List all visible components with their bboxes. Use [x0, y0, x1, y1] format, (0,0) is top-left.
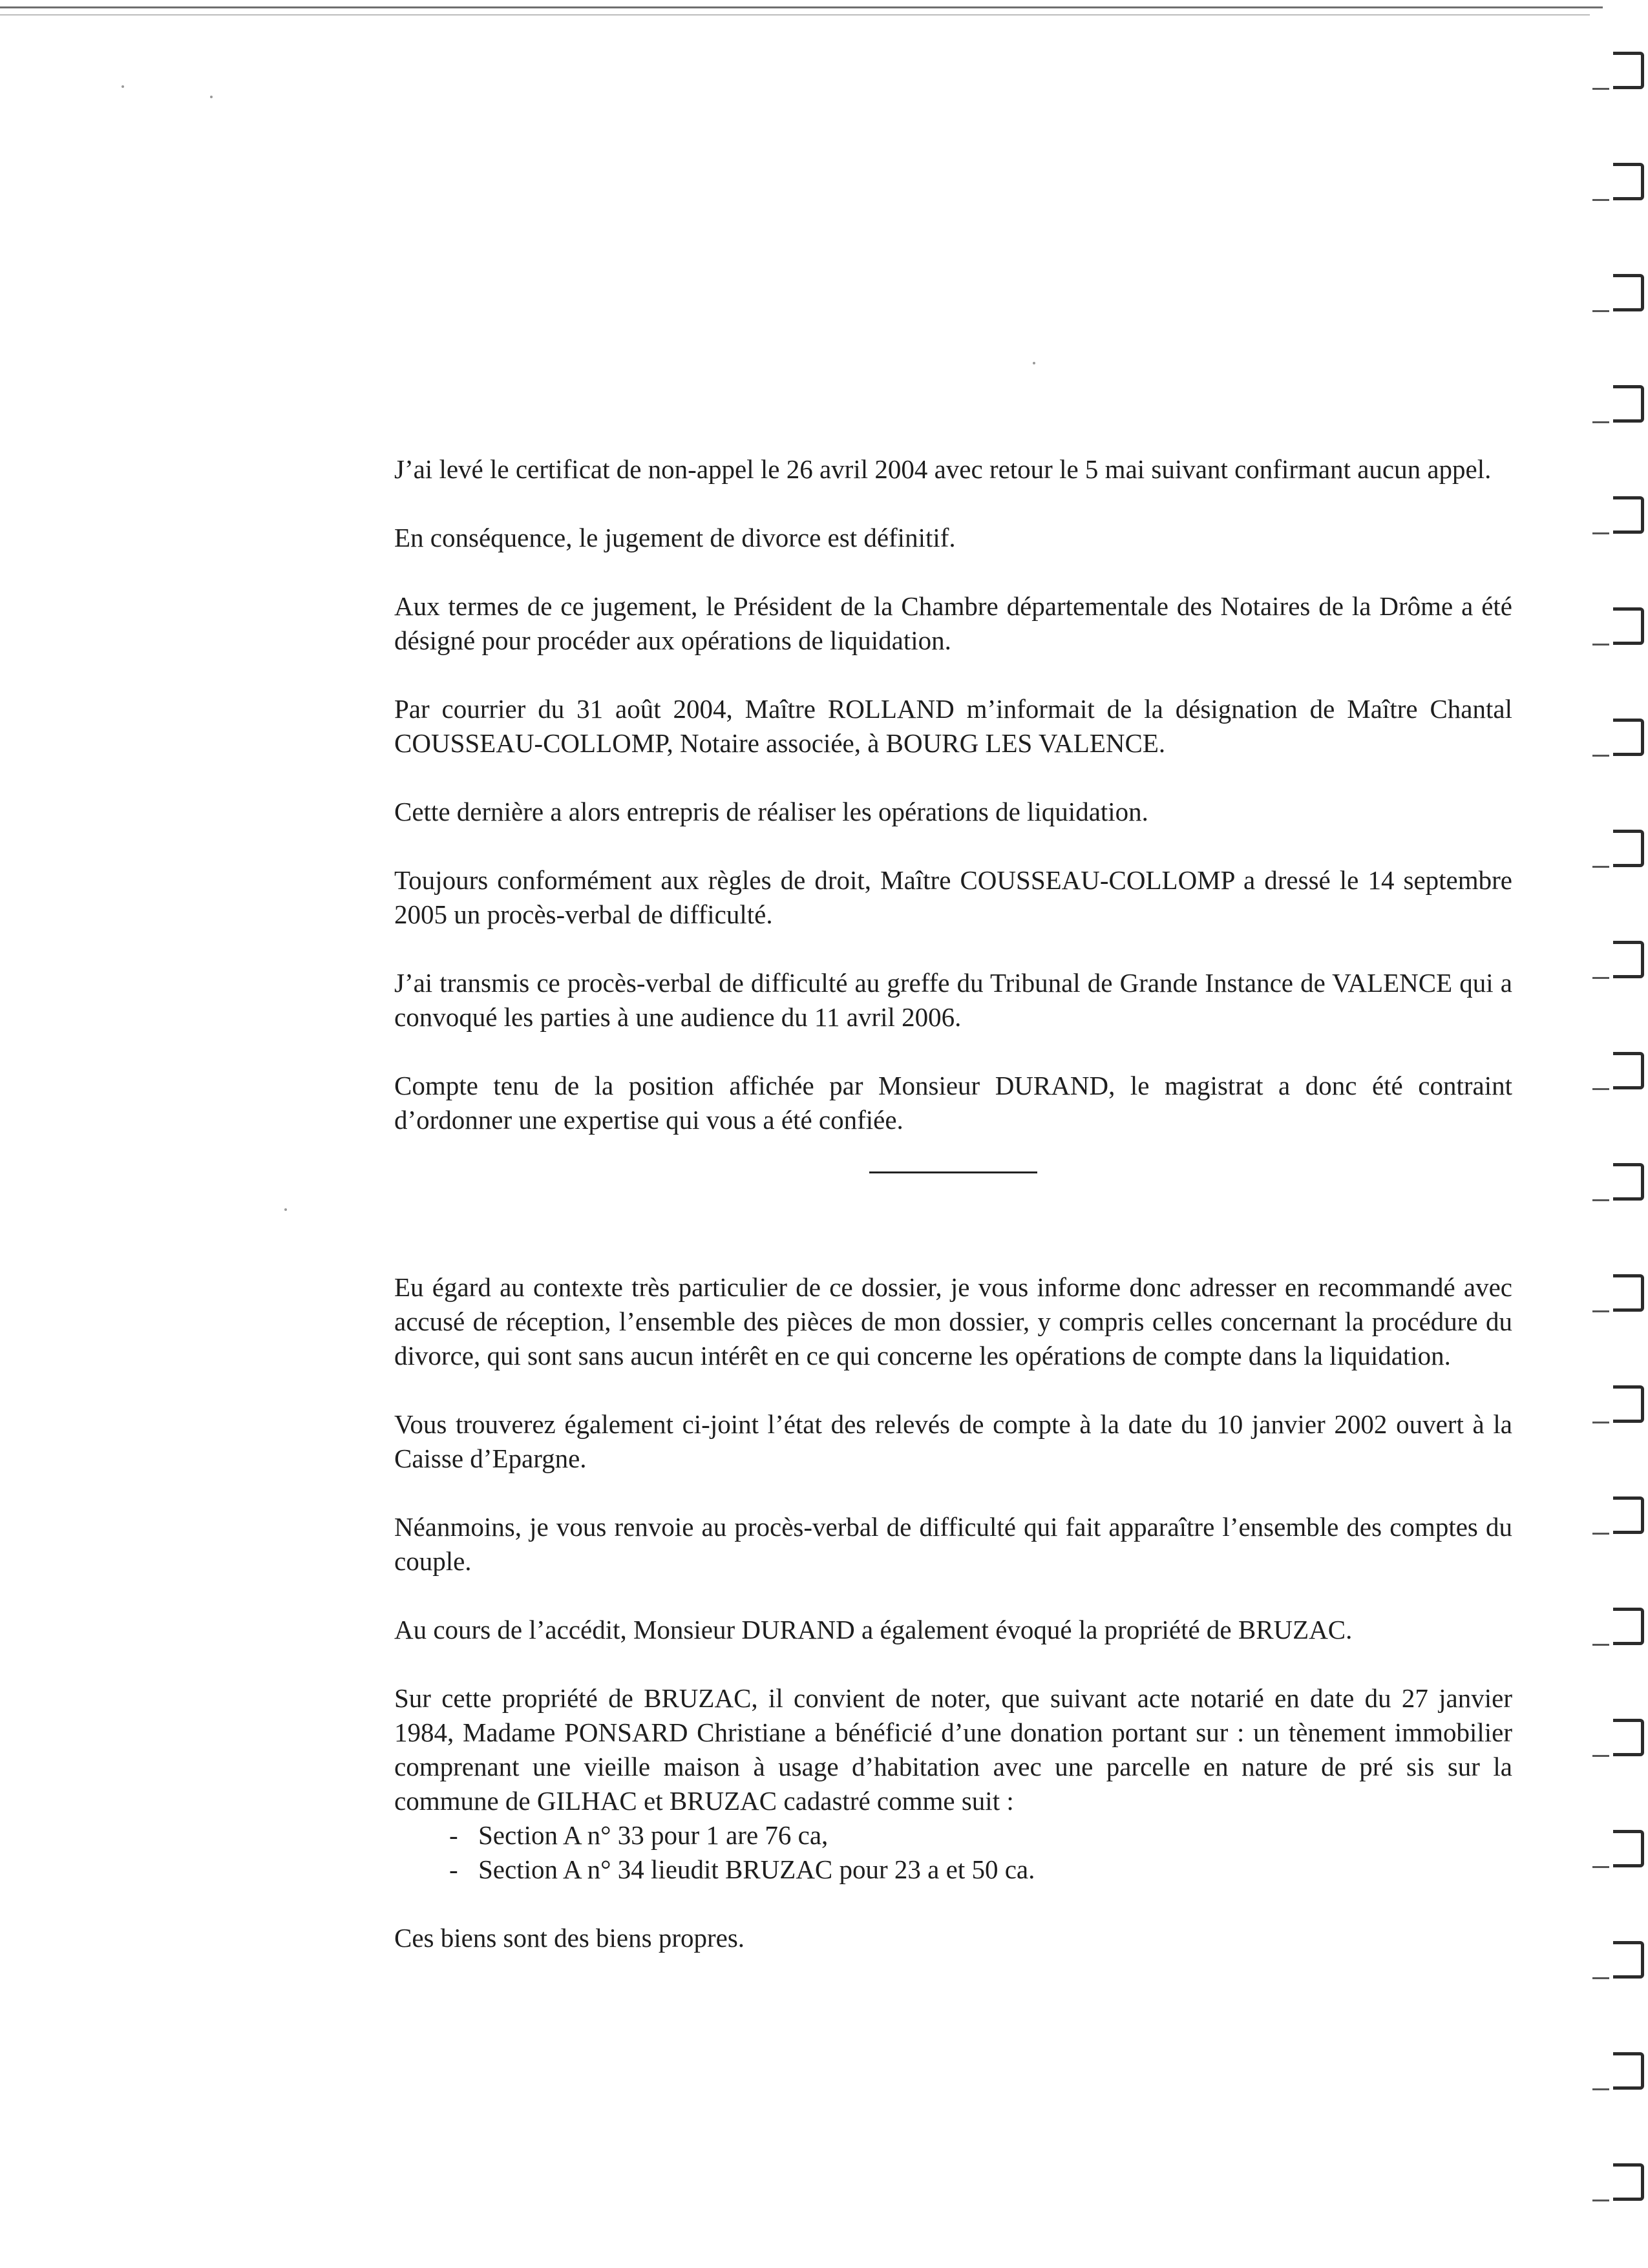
page-top-edge	[0, 6, 1603, 8]
paragraph: Par courrier du 31 août 2004, Maître ROLLAND m’informait de la désignation de Maître Chantal COUSSEAU-COLLOMP, Notaire associée, à BOURG LES VALENCE.	[394, 694, 1512, 758]
parcel-item: - Section A n° 34 lieudit BRUZAC pour 23 a et 50 ca.	[449, 1853, 1512, 1887]
paragraph: Aux termes de ce jugement, le Président de la Chambre départementale des Notaires de la Drôme a été désigné pour procéder aux opérations de liquidation.	[394, 591, 1512, 655]
binding-ring	[1613, 1052, 1644, 1089]
scan-speck	[121, 85, 124, 88]
binding-ring	[1613, 52, 1644, 89]
parcel-list	[394, 1818, 1512, 1887]
scan-speck	[284, 1208, 287, 1211]
binding-ring-shadow	[1592, 199, 1609, 201]
binding-ring	[1613, 2052, 1644, 2090]
binding-ring	[1613, 830, 1644, 867]
binding-ring-shadow	[1592, 866, 1609, 868]
closing-line: Ces biens sont des biens propres.	[394, 1923, 745, 1953]
paragraph: Vous trouverez également ci-joint l’état des relevés de compte à la date du 10 janvier 2002 ouvert à la Caisse d’Epargne.	[394, 1409, 1512, 1473]
binding-ring-shadow	[1592, 644, 1609, 646]
binding-ring-shadow	[1592, 310, 1609, 312]
binding-ring	[1613, 163, 1644, 200]
paragraph: En conséquence, le jugement de divorce est définitif.	[394, 523, 956, 552]
binding-ring	[1613, 1608, 1644, 1645]
binding-ring	[1613, 2163, 1644, 2201]
binding-ring-shadow	[1592, 1644, 1609, 1646]
binding-ring	[1613, 719, 1644, 756]
paragraph: Au cours de l’accédit, Monsieur DURAND a également évoqué la propriété de BRUZAC.	[394, 1615, 1353, 1644]
binding-ring-shadow	[1592, 1088, 1609, 1090]
binding-ring	[1613, 496, 1644, 534]
binding-ring-shadow	[1592, 532, 1609, 534]
binding-ring	[1613, 607, 1644, 645]
section-separator	[869, 1171, 1037, 1173]
binding-ring	[1613, 1385, 1644, 1423]
binding-ring-shadow	[1592, 421, 1609, 423]
paragraph: Eu égard au contexte très particulier de ce dossier, je vous informe donc adresser en recommandé avec accusé de réception, l’ensemble des pièces de mon dossier, y compris celles concernant la procédure du divorce, qui sont sans aucun intérêt en ce qui concerne les opérations de compte dans la liquidation.	[394, 1272, 1512, 1370]
spiral-binding	[1577, 0, 1648, 2268]
page-top-edge-inner	[0, 14, 1590, 16]
binding-ring	[1613, 1163, 1644, 1201]
paragraph: Cette dernière a alors entrepris de réaliser les opérations de liquidation.	[394, 797, 1148, 826]
paragraph: Compte tenu de la position affichée par Monsieur DURAND, le magistrat a donc été contraint d’ordonner une expertise qui vous a été confiée.	[394, 1071, 1512, 1135]
letter-body	[394, 452, 1512, 1990]
binding-ring-shadow	[1592, 1866, 1609, 1868]
binding-ring-shadow	[1592, 2200, 1609, 2201]
binding-ring-shadow	[1592, 88, 1609, 90]
binding-ring	[1613, 1830, 1644, 1867]
binding-ring	[1613, 274, 1644, 311]
binding-ring	[1613, 385, 1644, 423]
paragraph: J’ai transmis ce procès-verbal de difficulté au greffe du Tribunal de Grande Instance de VALENCE qui a convoqué les parties à une audience du 11 avril 2006.	[394, 968, 1512, 1032]
binding-ring	[1613, 1941, 1644, 1979]
binding-ring-shadow	[1592, 1199, 1609, 1201]
binding-ring	[1613, 1496, 1644, 1534]
binding-ring-shadow	[1592, 1533, 1609, 1535]
scan-speck	[210, 96, 213, 98]
paragraph: J’ai levé le certificat de non-appel le 26 avril 2004 avec retour le 5 mai suivant confirmant aucun appel.	[394, 454, 1492, 484]
binding-ring-shadow	[1592, 2088, 1609, 2090]
binding-ring	[1613, 941, 1644, 978]
paragraph: Toujours conformément aux règles de droit, Maître COUSSEAU-COLLOMP a dressé le 14 septembre 2005 un procès-verbal de difficulté.	[394, 865, 1512, 929]
scan-speck	[1033, 362, 1035, 364]
paragraph: Néanmoins, je vous renvoie au procès-verbal de difficulté qui fait apparaître l’ensemble des comptes du couple.	[394, 1512, 1512, 1576]
binding-ring	[1613, 1719, 1644, 1756]
binding-ring-shadow	[1592, 1422, 1609, 1423]
binding-ring-shadow	[1592, 1977, 1609, 1979]
binding-ring-shadow	[1592, 977, 1609, 979]
binding-ring-shadow	[1592, 1755, 1609, 1757]
parcel-item: - Section A n° 33 pour 1 are 76 ca,	[449, 1818, 1512, 1853]
binding-ring-shadow	[1592, 1310, 1609, 1312]
binding-ring-shadow	[1592, 755, 1609, 757]
paragraph: Sur cette propriété de BRUZAC, il convient de noter, que suivant acte notarié en date du 27 janvier 1984, Madame PONSARD Christiane a bénéficié d’une donation portant sur : un tènement immobilier comprenant une vieille maison à usage d’habitation avec une parcelle en nature de pré sis sur la commune de GILHAC et BRUZAC cadastré comme suit :	[394, 1683, 1512, 1816]
binding-ring	[1613, 1274, 1644, 1312]
